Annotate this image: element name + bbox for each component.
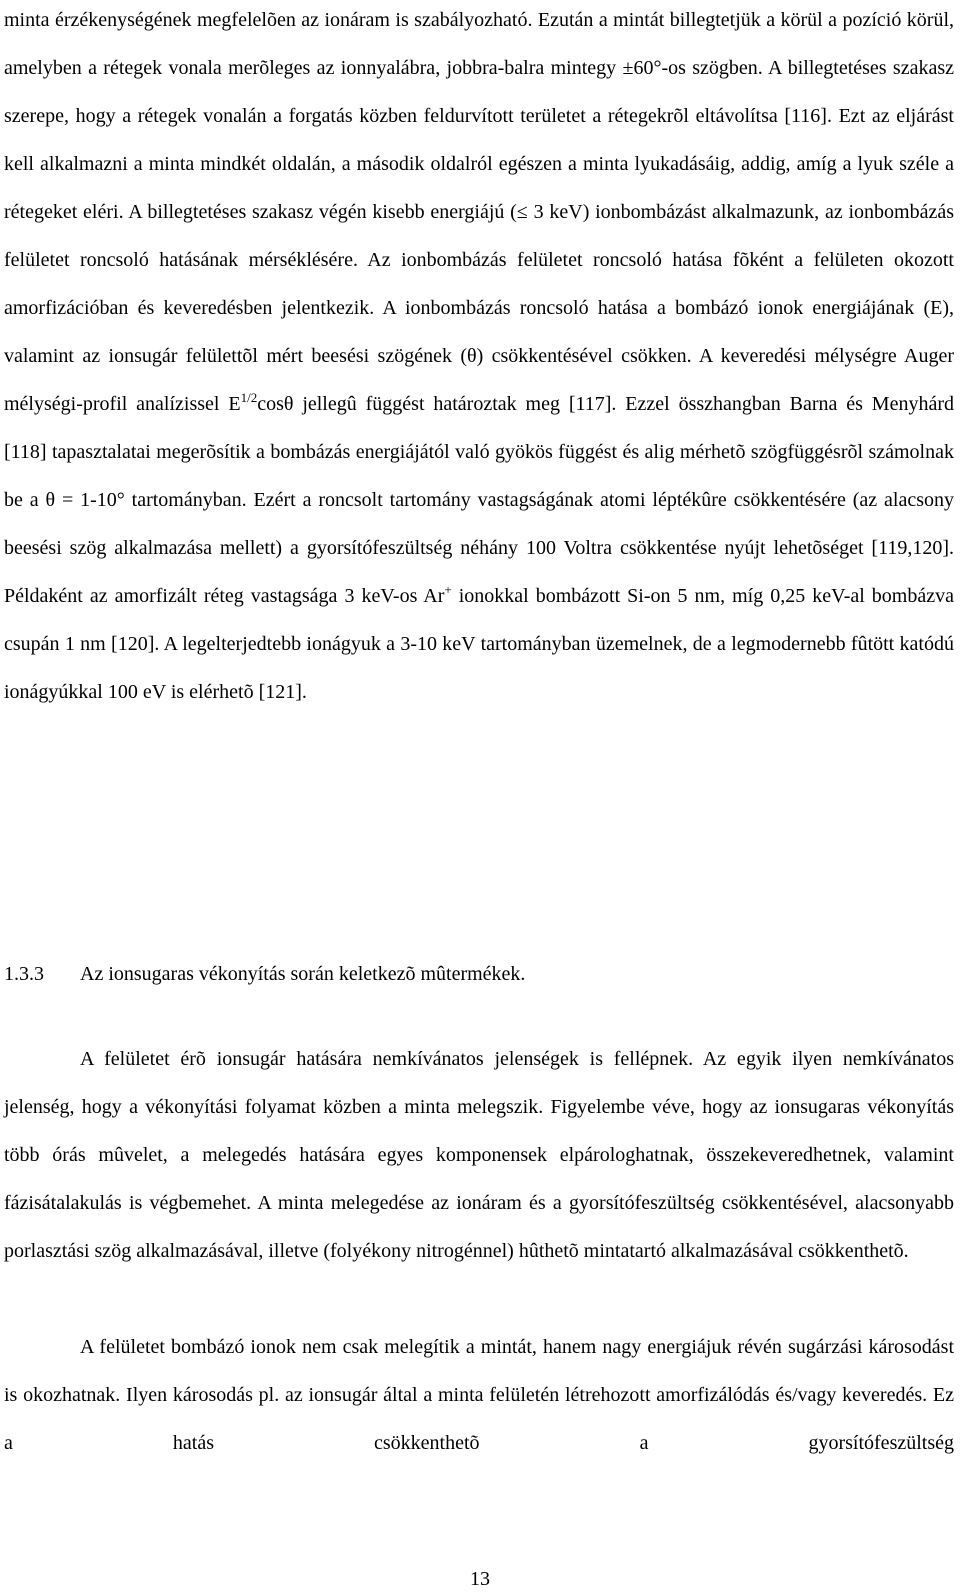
superscript-exponent: 1/2: [240, 390, 258, 405]
paragraph-1-text-a: minta érzékenységének megfelelõen az ionáram is szabályozható. Ezután a mintát billegtetjük a körül a pozíció körül, amelyben a rétegek vonala merõleges az ionnyalábra, jobbra-balra mintegy ±60°-os szögben. A billegtetéses szakasz szerepe, hogy a rétegek vonalán a forgatás közben feldurvított területet a rétegekrõl eltávolítsa [116]. Ezt az eljárást kell alkalmazni a minta mindkét oldalán, a második oldalról egészen a minta lyukadásáig, addig, amíg a lyuk széle a rétegeket eléri. A billegtetéses szakasz végén kisebb energiájú (≤ 3 keV) ionbombázást alkalmazunk, az ionbombázás felületet roncsoló hatásának mérséklésére. Az ionbombázás felületet roncsoló hatása fõként a felületen okozott amorfizációban és keveredésben jelentkezik. A ionbombázás roncsoló hatása a bombázó ionok energiájának (E), valamint az ionsugár felülettõl mért beesési szögének (θ) csökkentésével csökken. A keveredési mélységre Auger mélységi-profil analízissel E: [4, 9, 954, 415]
page-number: 13: [470, 1568, 490, 1590]
section-title: Az ionsugaras vékonyítás során keletkezõ mûtermékek.: [80, 963, 526, 985]
section-number: 1.3.3: [4, 963, 44, 985]
section-heading: [4, 962, 525, 986]
paragraph-1-text-b: cosθ jellegû függést határoztak meg [117]. Ezzel összhangban Barna és Menyhárd [118] tapasztalatai megerõsítik a bombázás energiájától való gyökös függést és alig mérhetõ szögfüggésrõl számolnak be a θ = 1-10° tartományban. Ezért a roncsolt tartomány vastagságának atomi léptékûre csökkentésére (az alacsony beesési szög alkalmazása mellett) a gyorsítófeszültség néhány 100 Voltra csökkentése nyújt lehetõséget [119,120]. Példaként az amorfizált réteg vastagsága 3 keV-os Ar: [4, 393, 954, 607]
paragraph-2: A felületet érõ ionsugár hatására nemkívánatos jelenségek is fellépnek. Az egyik ilyen nemkívánatos jelenség, hogy a vékonyítási folyamat közben a minta melegszik. Figyelembe véve, hogy az ionsugaras vékonyítás több órás mûvelet, a melegedés hatására egyes komponensek elpárologhatnak, összekeveredhetnek, valamint fázisátalakulás is végbemehet. A minta melegedése az ionáram és a gyorsítófeszültség csökkentésével, alacsonyabb porlasztási szög alkalmazásával, illetve (folyékony nitrogénnel) hûthetõ mintatartó alkalmazásával csökkenthetõ.: [4, 1048, 954, 1262]
superscript-charge: +: [444, 582, 452, 597]
paragraph-1-text-c: ionokkal bombázott Si-on 5 nm, míg 0,25 keV-al bombázva csupán 1 nm [120]. A legelterjedtebb ionágyuk a 3-10 keV tartományban üzemelnek, de a legmodernebb fûtött katódú ionágyúkkal 100 eV is elérhetõ [121].: [4, 585, 954, 703]
paragraph-1: [4, 0, 954, 716]
paragraph-3: A felületet bombázó ionok nem csak melegítik a mintát, hanem nagy energiájuk révén sugárzási károsodást is okozhatnak. Ilyen károsodás pl. az ionsugár által a minta felületén létrehozott amorfizálódás és/vagy keveredés. Ez a hatás csökkenthetõ a gyorsítófeszültség: [4, 1336, 954, 1454]
